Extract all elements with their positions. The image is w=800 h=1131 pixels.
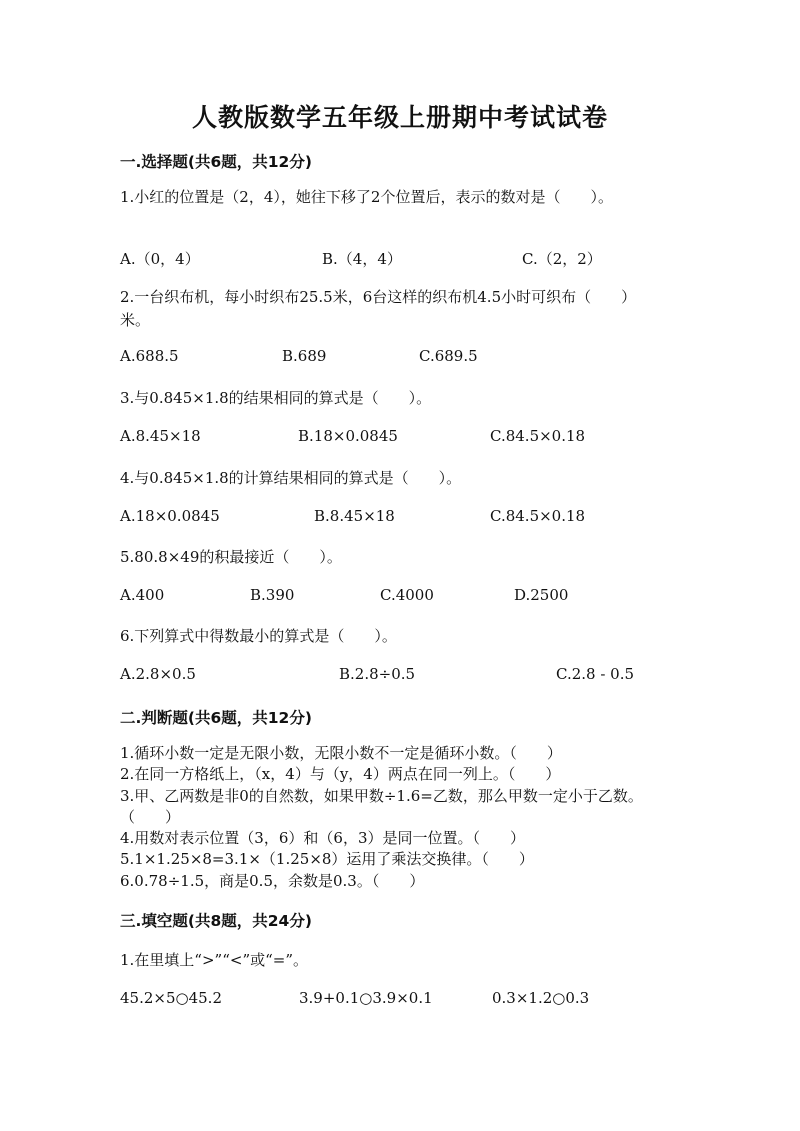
judge-item-3: 3.甲、乙两数是非0的自然数，如果甲数÷1.6=乙数，那么甲数一定小于乙数。（ ） — [120, 786, 643, 826]
choice-3-option-b: B.18×0.0845 — [298, 427, 398, 445]
section-fill-heading: 三.填空题(共8题，共24分) — [120, 912, 312, 930]
choice-1-option-c: C.（2，2） — [522, 250, 602, 268]
section-judge-heading: 二.判断题(共6题，共12分) — [120, 709, 312, 727]
choice-2-option-c: C.689.5 — [419, 347, 478, 365]
section-choice-heading: 一.选择题(共6题，共12分) — [120, 153, 312, 171]
choice-6-option-b: B.2.8÷0.5 — [339, 665, 416, 683]
choice-question-1: 1.小红的位置是（2，4），她往下移了2个位置后，表示的数对是（ ）。 — [120, 188, 613, 206]
choice-5-option-a: A.400 — [120, 586, 165, 604]
fill-question-1: 1.在里填上“>”“<”或“=”。 — [120, 951, 309, 969]
judge-item-1: 1.循环小数一定是无限小数，无限小数不一定是循环小数。（ ） — [120, 744, 562, 762]
judge-list — [120, 743, 680, 892]
judge-item-6: 6.0.78÷1.5，商是0.5，余数是0.3。（ ） — [120, 871, 425, 890]
choice-question-2: 2.一台织布机，每小时织布25.5米，6台这样的织布机4.5小时可织布（ ）米。 — [120, 288, 637, 329]
choice-1-option-b: B.（4，4） — [322, 250, 402, 268]
choice-4-option-c: C.84.5×0.18 — [490, 507, 586, 525]
choice-5-option-c: C.4000 — [380, 586, 434, 604]
choice-2-option-b: B.689 — [282, 347, 327, 365]
choice-question-6: 6.下列算式中得数最小的算式是（ ）。 — [120, 627, 397, 645]
fill-1-expression-3: 0.3×1.2○0.3 — [492, 989, 590, 1007]
choice-3-option-c: C.84.5×0.18 — [490, 427, 586, 445]
choice-2-option-a: A.688.5 — [120, 347, 179, 365]
choice-6-option-c: C.2.8 - 0.5 — [556, 665, 635, 683]
choice-1-option-a: A.（0，4） — [120, 250, 200, 268]
fill-1-expression-1: 45.2×5○45.2 — [120, 989, 222, 1007]
judge-item-2: 2.在同一方格纸上，（x，4）与（y，4）两点在同一列上。（ ） — [120, 765, 561, 784]
choice-3-option-a: A.8.45×18 — [120, 427, 201, 445]
choice-5-option-d: D.2500 — [514, 586, 569, 604]
choice-4-option-b: B.8.45×18 — [314, 507, 395, 525]
fill-1-expression-2: 3.9+0.1○3.9×0.1 — [299, 989, 433, 1007]
page-title: 人教版数学五年级上册期中考试试卷 — [191, 103, 608, 132]
choice-question-3: 3.与0.845×1.8的结果相同的算式是（ ）。 — [120, 389, 432, 407]
choice-question-5: 5.80.8×49的积最接近（ ）。 — [120, 548, 342, 566]
choice-question-4: 4.与0.845×1.8的计算结果相同的算式是（ ）。 — [120, 469, 462, 487]
judge-item-4: 4.用数对表示位置（3，6）和（6，3）是同一位置。（ ） — [120, 829, 525, 848]
choice-4-option-a: A.18×0.0845 — [120, 507, 220, 525]
judge-item-5: 5.1×1.25×8=3.1×（1.25×8）运用了乘法交换律。（ ） — [120, 850, 534, 869]
choice-6-option-a: A.2.8×0.5 — [120, 665, 196, 683]
choice-5-option-b: B.390 — [250, 586, 295, 604]
